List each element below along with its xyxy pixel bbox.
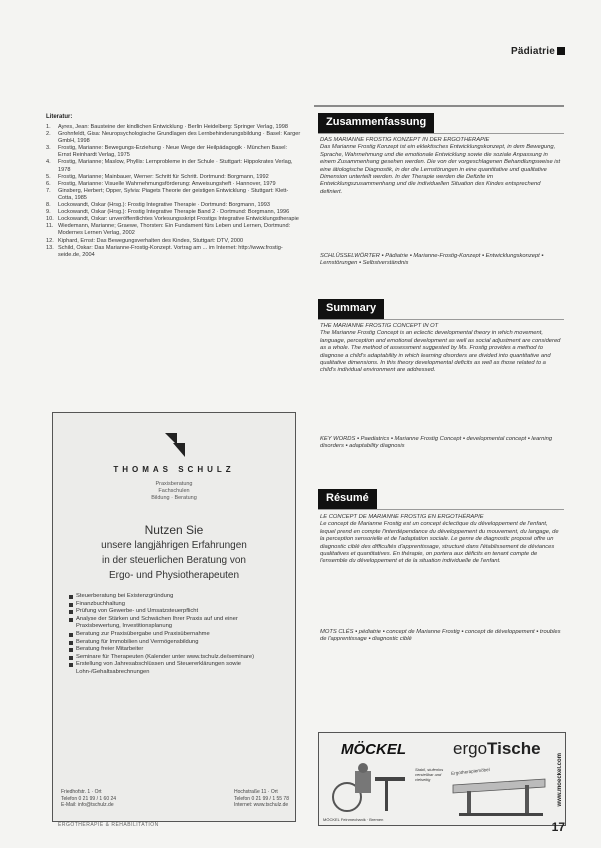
summary-ribbon: Summary [318, 299, 384, 319]
list-item: 5. Frostig, Marianne; Mainbauer, Werner: Schritt für Schritt. Dortmund: Borgmann, 1992 [46, 173, 269, 180]
list-item: 13. Schild, Oskar: Das Marianne-Frostig-Konzept. Vortrag am ... im Internet: http://www.frostig-seide.de, 2004 [46, 244, 283, 258]
zusammenfassung-ribbon: Zusammenfassung [318, 113, 434, 133]
list-item: 11. Wiedemann, Marianne; Graewe, Thorsten: Ein Fundament fürs Leben und Lernen, Dortmund: Modernes Lernen Verlag, 2002 [46, 223, 291, 237]
moeckel-product-name: ergoTische [453, 739, 541, 758]
list-item: 2. Grohnfeldt, Gisa: Neuropsychologische Grundlagen des Lernbehinderungsbildung · Basel: Karger GmbH, 1998 [46, 131, 301, 145]
page-number: 17 [551, 820, 565, 834]
moeckel-brand: MÖCKEL [341, 741, 406, 758]
ad-brand-name: THOMAS SCHULZ [113, 465, 235, 474]
zusammenfassung-text: DAS MARIANNE FROSTIG KONZEPT IN DER ERGOTHERAPIE Das Marianne Frostig Konzept ist ein eklektisches Entwicklungskonzept, in dem Bewegung, Sprache, Wahrnehmung und die emotionale Entwicklung sowie die soziale Anpassung in einem Zusammenhang gesehen werden. Die von der vorgeschlagenen Behandlungsweise ist eine ätiologische Diagnostik, in der die Lernstörungen in eine quantitative und qualitative Dimension unterteilt werden. In der Therapie werden die Defizite im Entwicklungszusammenhang und die individuellen Situation des Kindes entsprechend definiert. [320, 137, 561, 195]
list-item: Steuerberatung bei Existenzgründung [69, 593, 283, 601]
list-item: 3. Frostig, Marianne: Bewegungs-Erziehung · Neue Wege der Heilpädagogik · München Basel: Ernst Reinhardt Verlag, 1975 [46, 145, 288, 159]
schulz-logo-icon [163, 431, 187, 459]
list-item: Prüfung von Gewerbe- und Umsatzsteuerpflicht [69, 608, 283, 616]
list-item: 1. Ayres, Jean: Bausteine der kindlichen Entwicklung · Berlin Heidelberg: Springer Verlag, 1998 [46, 124, 288, 130]
list-item: Beratung freier Mitarbeiter [69, 646, 283, 654]
column-divider-line [314, 105, 564, 107]
advertisement-moeckel [318, 732, 566, 826]
ad-headline: Nutzen Sie unsere langjährigen Erfahrungen in der steuerlichen Beratung von Ergo- und Physiotherapeuten [101, 523, 247, 581]
list-item: 7. Ginsberg, Herbert; Opper, Sylvia: Piagets Theorie der geistigen Entwicklung · Stuttgart: Klett-Cotta, 1985 [46, 187, 289, 201]
list-item: Beratung für Immobilien und Vermögensbildung [69, 639, 283, 647]
list-item: Seminare für Therapeuten (Kalender unter www.tschulz.de/seminare) [69, 654, 283, 662]
ribbon-rule [318, 133, 564, 134]
ad-services-list [69, 593, 283, 677]
zusammenfassung-keywords: SCHLÜSSELWÖRTER ▪ Pädiatrie ▪ Marianne-Frostig-Konzept ▪ Entwicklungskonzept ▪ Lernstörungen ▪ Selbstverständnis [320, 253, 544, 267]
list-item: Erstellung von Jahresabschlüssen und Steuererklärungen sowie Lohn-/Gehaltsabrechnungen [69, 661, 283, 676]
literature-list [46, 124, 301, 259]
advertisement-schulz [52, 412, 296, 822]
list-item: Analyse der Stärken und Schwächen Ihrer Praxis auf und einer Praxisbewertung, Investitionsplanung [69, 616, 283, 631]
journal-footer: ERGOTHERAPIE & REHABILITATION [58, 822, 159, 828]
ribbon-rule [318, 509, 564, 510]
ad-contact-block [61, 789, 289, 809]
resume-ribbon: Résumé [318, 489, 377, 509]
list-item: 10. Lockowandt, Oskar: unveröffentlichtes Vorlesungsskript Frostigs Integrative Entwicklungstherapie [46, 216, 299, 223]
wheelchair-child-photo-icon [325, 763, 411, 815]
header-square-marker [557, 47, 565, 55]
list-item: 4. Frostig, Marianne; Maslow, Phyllis: Lernprobleme in der Schule · Stuttgart: Hippokrates Verlag, 1978 [46, 159, 293, 173]
summary-text: THE MARIANNE FROSTIG CONCEPT IN OT The Marianne Frostig Concept is an eclectic developmental theory in which movement, language, perception and emotional development as well as social adjustment are considered as a whole. The method of assessment suggested by Ms. Frostig provides a method to diagnose a child's adaptability in which learning disorders are divided into quantitative and qualitative dimensions. In this theory developmental deficits as well as those related to a child's individual environment are addressed. [320, 323, 561, 374]
ad-contact-left: Friedhofstr. 1 · Ort Telefon 0 21 99 / 1 60 24 E-Mail: info@tschulz.de [61, 789, 117, 809]
list-item: 12. Kiphard, Ernst: Das Bewegungsverhalten des Kindes, Stuttgart: DTV, 2000 [46, 237, 244, 244]
resume-keywords: MOTS CLÉS ▪ pédiatrie ▪ concept de Marianne Frostig ▪ concept de développement ▪ troubles de l'apprentissage ▪ diagnostic ciblé [320, 629, 561, 643]
ad-tagline: Praxisberatung Fachschulen Bildung · Beratung [151, 481, 197, 501]
ergo-table-photo-icon [449, 775, 549, 819]
moeckel-footer: MÖCKEL Feinmechanik · Bremen [323, 817, 384, 822]
summary-keywords: KEY WORDS ▪ Paediatrics ▪ Marianne Frostig Concept ▪ developmental concept ▪ learning disorders ▪ adaptability diagnosis [320, 436, 553, 450]
moeckel-website: www.moeckel.com [557, 753, 563, 807]
moeckel-slogan: Ergotherapiemöbel [450, 766, 490, 777]
list-item: Beratung zur Praxisübergabe und Praxisübernahme [69, 631, 283, 639]
section-header-title: Pädiatrie [510, 46, 555, 57]
literature-heading: Literatur: [46, 114, 73, 120]
list-item: Finanzbuchhaltung [69, 601, 283, 609]
moeckel-blurb: Stabil, stufenlos verstellbar und vielseitig [415, 767, 444, 782]
list-item: 9. Lockowandt, Oskar (Hrsg.): Frostig Integrative Therapie Band 2 · Dortmund: Borgmann, 1996 [46, 209, 290, 216]
ad-contact-right: Hochstraße 11 · Ort Telefon 0 21 99 / 1 55 78 Internet: www.tschulz.de [233, 789, 289, 809]
list-item: 6. Frostig, Marianne: Visuelle Wahrnehmungsförderung: Anweisungsheft · Hannover, 1979 [46, 180, 276, 187]
resume-text: LE CONCEPT DE MARIANNE FROSTIG EN ERGOTHÉRAPIE Le concept de Marianne Frostig est un concept éclectique du développement de l'enfant, lequel prend en compte l'interdépendance du développement du mouvement, du langage, de la perception sensorielle et de l'adaptation sociale. Le genre de diagnostic proposé offre un diagnostic ciblé des difficultés d'apprentissage, structuré dans l'établissement de déviances qualitatives et quantitatives. En thérapie, on portera aux déficits en tenant compte de l'ensemble du développement et de la situation individuelle de l'enfant. [320, 514, 559, 565]
list-item: 8. Lockowandt, Oskar (Hrsg.): Frostig Integrative Therapie · Dortmund: Borgmann, 1993 [46, 202, 270, 209]
ribbon-rule [318, 319, 564, 320]
